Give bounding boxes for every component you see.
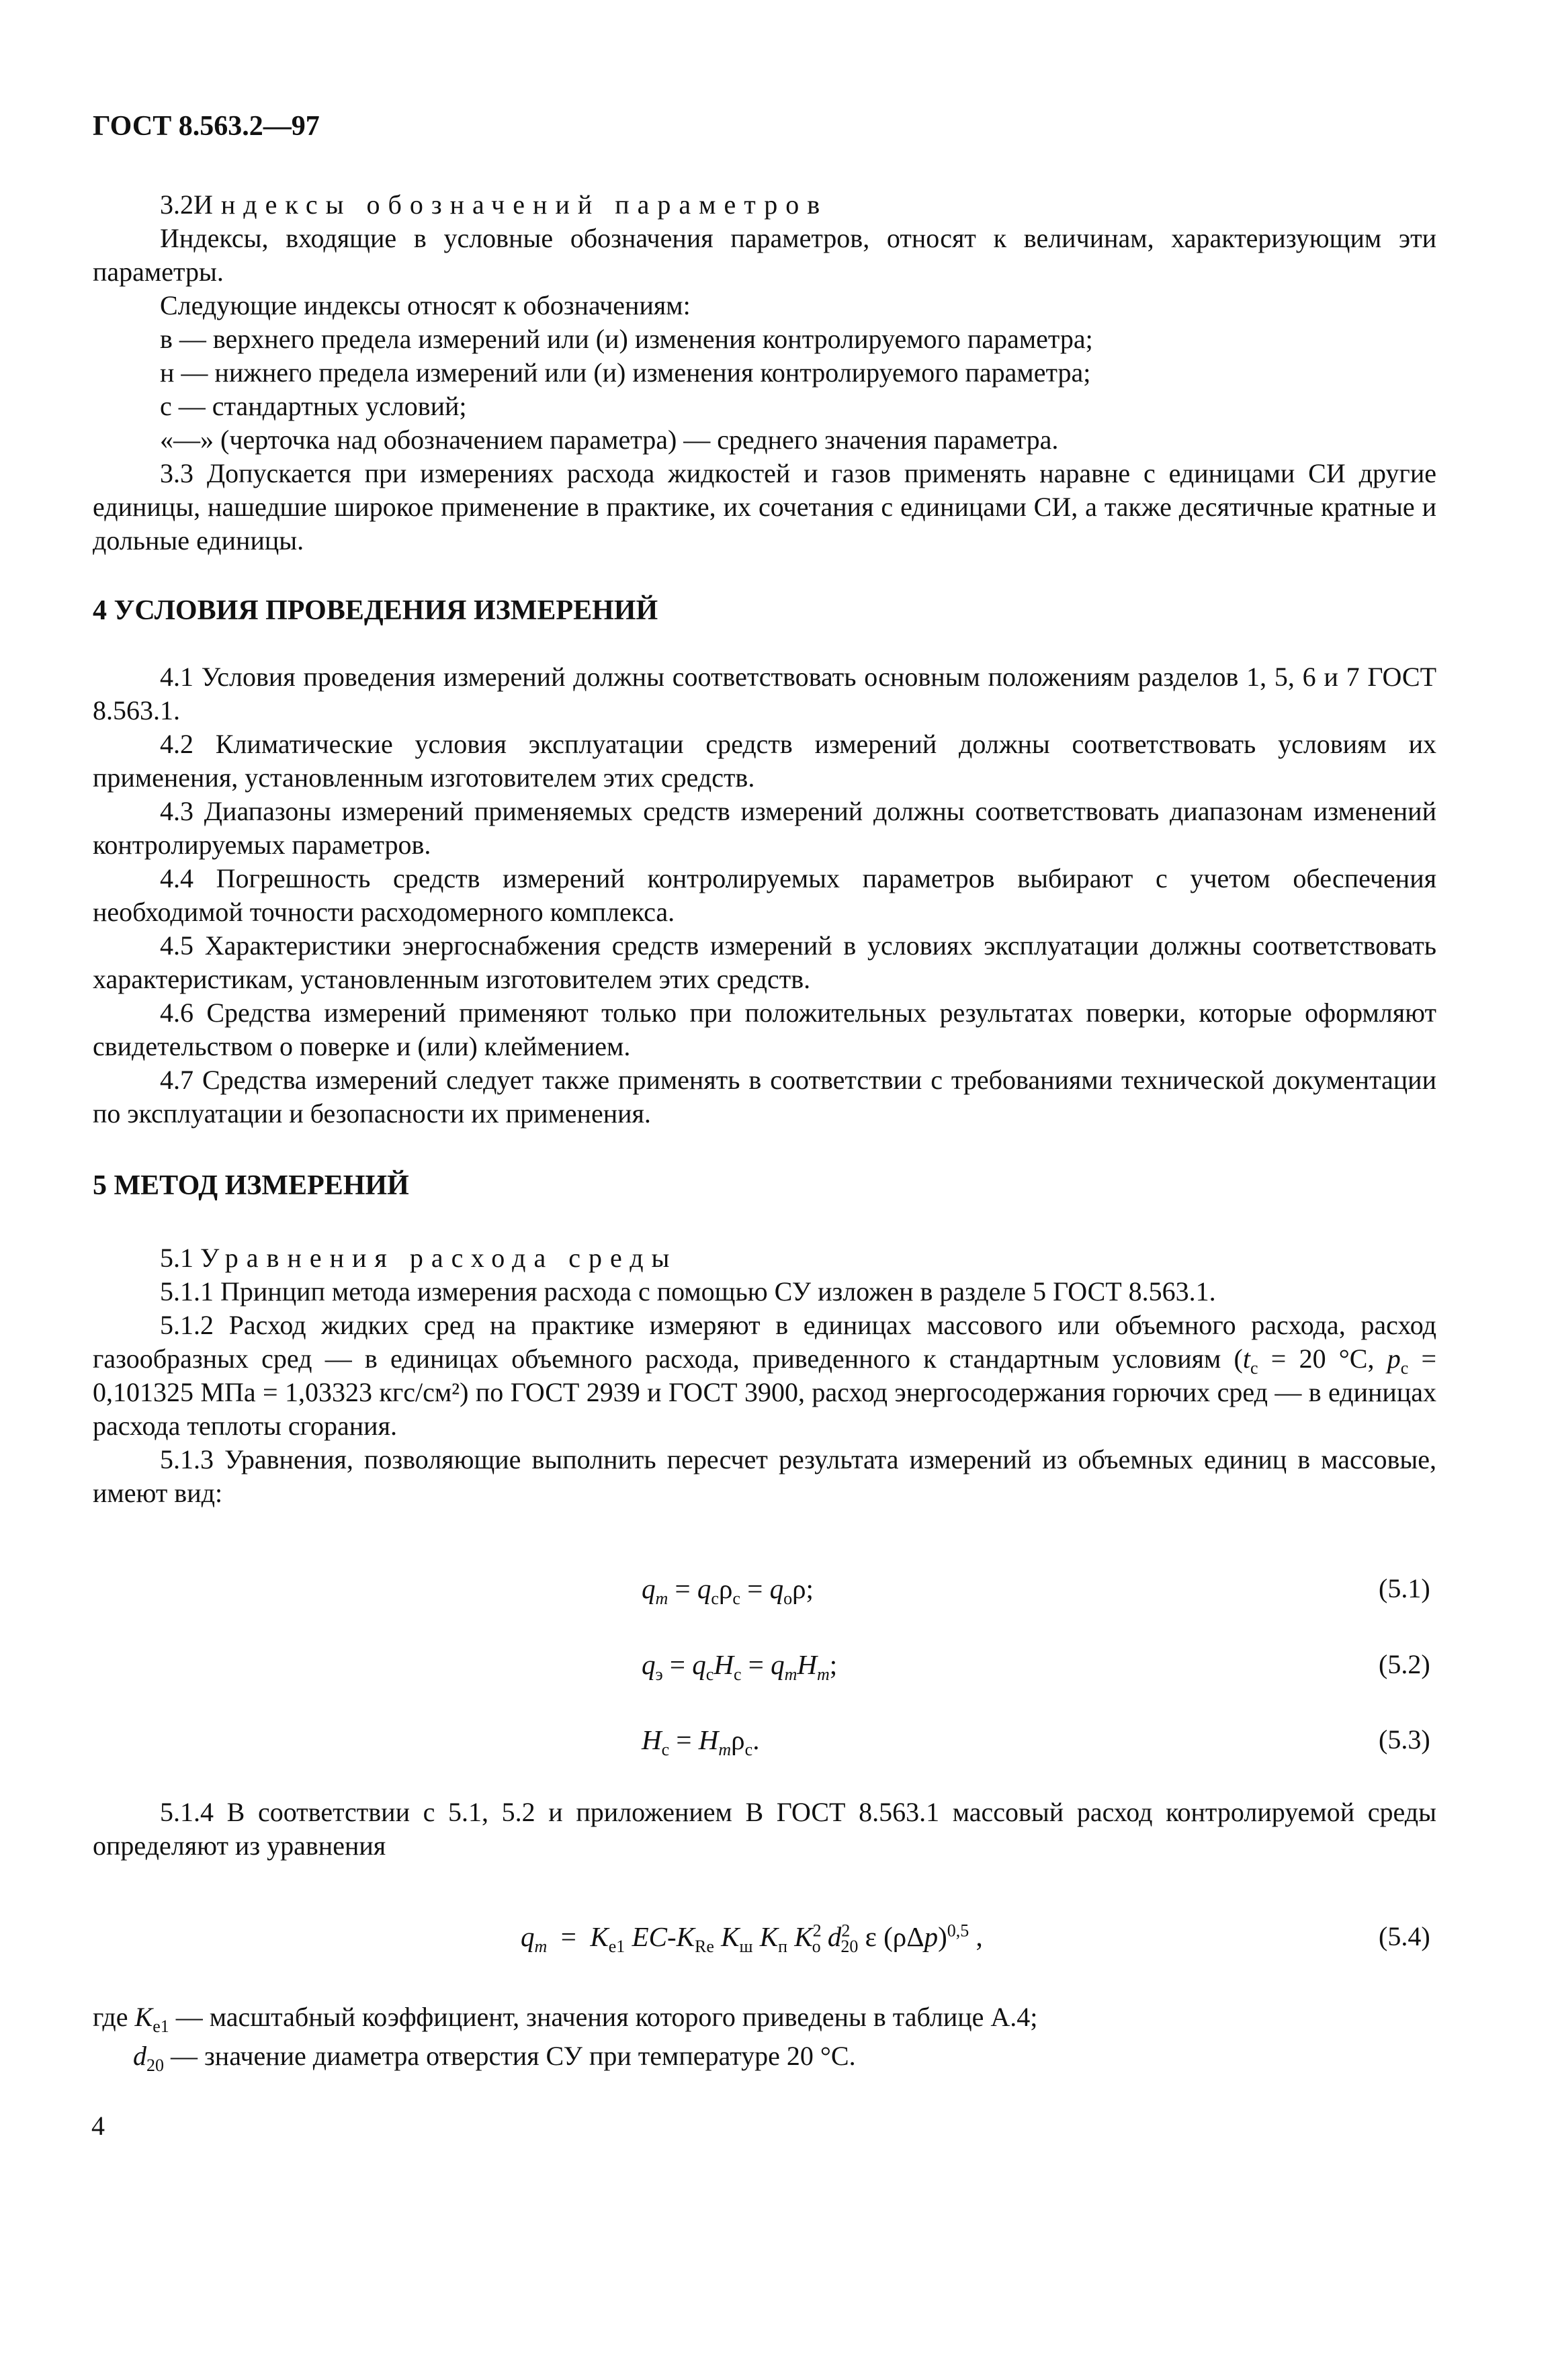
paragraph-3-2-2: Следующие индексы относят к обозначениям: (160, 290, 691, 320)
section-4-heading-block (93, 594, 1436, 627)
section-5-block (93, 1241, 1436, 1510)
equation-5-3-number: (5.3) (1379, 1724, 1430, 1755)
document-header: ГОСТ 8.563.2—97 (93, 111, 320, 142)
paragraph-4-2: 4.2 Климатические условия эксплуатации средств измерений должны соответствовать условиям их применения, установленным изготовителем этих средств. (93, 729, 1436, 793)
equation-5-1-number: (5.1) (1379, 1573, 1430, 1603)
paragraph-5-1-3: 5.1.3 Уравнения, позволяющие выполнить пересчет результата измерений из объемных единиц в массовые, имеют вид: (93, 1444, 1436, 1508)
paragraph-5-1-4-block (93, 1796, 1436, 1863)
index-item-n: н — нижнего предела измерений или (и) изменения контролируемого параметра; (160, 357, 1091, 388)
equation-5-2-number: (5.2) (1379, 1649, 1430, 1679)
section-4-block (93, 660, 1436, 1131)
paragraph-4-7: 4.7 Средства измерений следует также применять в соответствии с требованиями технической документации по эксплуатации и безопасности их применения. (93, 1065, 1436, 1129)
paragraph-4-3: 4.3 Диапазоны измерений применяемых средств измерений должны соответствовать диапазонам изменений контролируемых параметров. (93, 796, 1436, 860)
equation-5-4: $q_m = K_{e1}$ $EC-K_{Re}$ $K_ш$ $K_п$ $K^2_о$ $d^2_{20}$ ε $(\rho\Delta p)^{0,5}$ , (521, 1921, 983, 1957)
paragraph-3-2-1: Индексы, входящие в условные обозначения параметров, относят к величинам, характеризующим эти параметры. (93, 223, 1436, 287)
paragraph-3-3: 3.3 Допускается при измерениях расхода жидкостей и газов применять наравне с единицами СИ другие единицы, нашедшие широкое применение в практике, их сочетания с единицами СИ, а также десятичные кратные и дольные единицы. (93, 458, 1436, 556)
index-item-bar: «—» (черточка над обозначением параметра) — среднего значения параметра. (160, 425, 1059, 455)
where-clause-ke1: где $K_{e1}$ — масштабный коэффициент, значения которого приведены в таблице А.4; (93, 2002, 1038, 2036)
section-5-heading-block (93, 1169, 1436, 1202)
paragraph-4-5: 4.5 Характеристики энергоснабжения средств измерений в условиях эксплуатации должны соответствовать характеристикам, установленным изготовителем этих средств. (93, 930, 1436, 994)
index-item-v: в — верхнего предела измерений или (и) изменения контролируемого параметра; (160, 324, 1093, 354)
index-item-s: с — стандартных условий; (160, 391, 467, 421)
paragraph-5-1-2: 5.1.2 Расход жидких сред на практике измеряют в единицах массового или объемного расхода, расход газообразных сред — в единицах объемного расхода, приведенного к стандартным условиям ($t_с = 20$ °С, $p_с = 0,101325$ МПа = 1,03323 кгс/см²) по ГОСТ 2939 и ГОСТ 3900, расход энергосодержания горючих сред — в единицах расхода теплоты сгорания. (93, 1310, 1437, 1441)
paragraph-4-4: 4.4 Погрешность средств измерений контролируемых параметров выбирают с учетом обеспечения необходимой точности расходомерного комплекса. (93, 863, 1436, 927)
equation-5-4-number: (5.4) (1379, 1921, 1430, 1951)
subsection-3-2-heading: 3.2Индексы обозначений параметров (160, 189, 828, 220)
equation-5-1: $q_m = q_с\rho_с = q_о\rho$; (642, 1573, 814, 1609)
section-5-title: 5 МЕТОД ИЗМЕРЕНИЙ (93, 1170, 409, 1201)
paragraph-4-1: 4.1 Условия проведения измерений должны соответствовать основным положениям разделов 1, 5, 6 и 7 ГОСТ 8.563.1. (93, 662, 1436, 725)
equation-5-2: $q_э = q_сH_с = q_mH_m$; (642, 1649, 838, 1685)
subsection-5-1-heading: 5.1 Уравнения расхода среды (160, 1243, 678, 1273)
paragraph-5-1-4: 5.1.4 В соответствии с 5.1, 5.2 и приложением В ГОСТ 8.563.1 массовый расход контролируемой среды определяют из уравнения (93, 1797, 1436, 1861)
where-clause-d20: $d_{20}$ — значение диаметра отверстия СУ при температуре 20 °С. (133, 2041, 856, 2075)
equation-5-3: $H_с = H_m\rho_с$. (642, 1724, 760, 1760)
paragraph-4-6: 4.6 Средства измерений применяют только при положительных результатах поверки, которые оформляют свидетельством о поверке и (или) клеймением. (93, 998, 1436, 1061)
section-3-block (93, 188, 1436, 558)
page-number: 4 (91, 2111, 105, 2141)
paragraph-5-1-1: 5.1.1 Принцип метода измерения расхода с помощью СУ изложен в разделе 5 ГОСТ 8.563.1. (160, 1276, 1216, 1307)
section-4-title: 4 УСЛОВИЯ ПРОВЕДЕНИЯ ИЗМЕРЕНИЙ (93, 595, 658, 626)
